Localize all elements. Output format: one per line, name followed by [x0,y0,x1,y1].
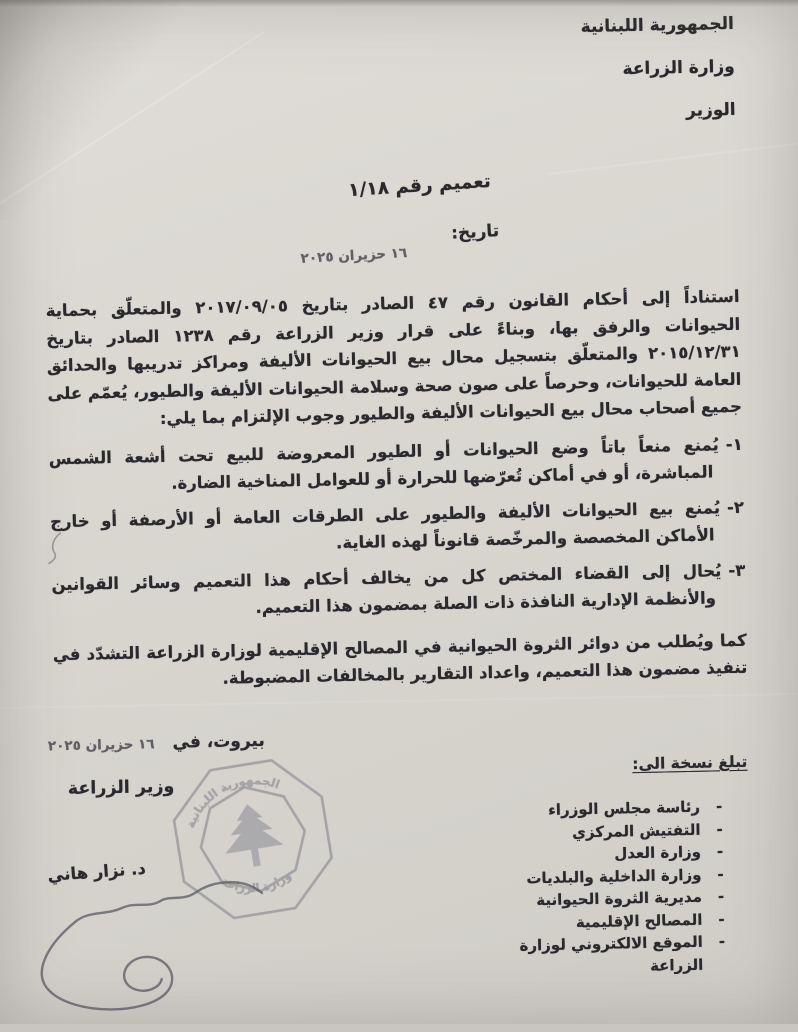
cc-heading: تبلغ نسخة الى: [632,752,748,774]
cc-recipient: وزارة العدل [614,842,702,863]
dash-bullet: - [717,864,724,883]
seal-bottom-text: وزارة الزراعة [218,868,294,896]
cc-recipient: التفتيش المركزي [571,820,701,841]
body-text [45,283,747,696]
seal-top-text: الجمهورية اللبنانية [182,773,282,830]
minister-title: وزير الزراعة [67,776,175,799]
place-label: بيروت، في [172,730,265,753]
letterhead-republic: الجمهورية اللبنانية [580,13,735,38]
cc-recipient: الموقع الالكتروني لوزارة الزراعة [519,932,704,975]
date-stamp: ١٦ حزيران ٢٠٢٥ [47,736,155,755]
pen-mark-icon [44,531,67,565]
item-text: يُمنع منعاً باتاً وضع الحيوانات أو الطيور المعروضة للبيع تحت أشعة الشمس المباشرة، أو في أماكن تُعرّضها للحرارة أو للعوامل المناخية الضارة. [48,434,719,493]
cc-recipient: وزارة الداخلية والبلديات [526,865,702,887]
cc-recipient: رئاسة مجلس الوزراء [547,797,701,819]
dash-bullet: - [718,932,726,951]
dash-bullet: - [716,819,723,838]
cc-recipient: المصالح الإقليمية [575,910,703,931]
dash-bullet: - [717,887,725,906]
item-number: ٢- [726,497,745,517]
letterhead-minister: الوزير [685,99,736,121]
cc-item [479,930,752,981]
date-label: تاريخ: [450,221,500,244]
cc-recipient: مديرية الثروة الحيوانية [536,887,703,910]
closing-paragraph: كما ويُطلب من دوائر الثروة الحيوانية في المصالح الإقليمية لوزارة الزراعة التشدّد في تنفيذ مضمون هذا التعميم، واعداد التقارير بالمخالفات المضبوطة. [52,630,748,688]
item-text: يُحال إلى القضاء المختص كل من يخالف أحكام هذا التعميم وسائر القوانين والأنظمة الإدارية النافذة ذات الصلة بمضمون هذا التعميم. [51,560,722,618]
list-item-3 [51,556,746,626]
date-stamp: ١٦ حزيران ٢٠٢٥ [300,244,408,267]
item-number: ١- [725,434,743,454]
item-text: يُمنع بيع الحيوانات الأليفة والطيور على الطرقات العامة أو الأرصفة أو خارج الأماكن المخصصة والمرخّصة قانوناً لهذه الغاية. [49,497,721,553]
cc-block [475,753,752,981]
dash-bullet: - [715,797,723,816]
dash-bullet: - [716,842,724,861]
dash-bullet: - [718,909,725,928]
letterhead [580,13,736,145]
intro-paragraph: استناداً إلى أحكام القانون رقم ٤٧ الصادر بتاريخ ٢٠١٧/٠٩/٠٥ والمتعلّق بحماية الحيوانات والرفق بها، وبناءً على قرار وزير الزراعة رقم ١٢٣٨ الصادر بتاريخ ٢٠١٥/١٢/٣١ والمتعلّق بتسجيل محال بيع الحيوانات الأليفة ومراكز تدريبها والحدائق العامة للحيوانات، وحرصاً على صون صحة وسلامة الحيوانات الأليفة والطيور، يُعمّم على جميع أصحاب محال بيع الحيوانات الأليفة والطيور وجوب الإلتزام بما يلي: [45,286,743,428]
item-number: ٣- [728,560,746,580]
circular-title: تعميم رقم ١/١٨ [347,170,492,202]
svg-text:الجمهورية اللبنانية [176,768,287,832]
minister-name: د. نزار هاني [46,858,147,885]
signature-icon [13,869,278,1026]
place-date-line [31,731,265,756]
list-item-2 [50,493,745,563]
cedar-tree-icon [218,799,286,870]
list-item-1 [49,430,744,500]
letterhead-ministry: وزارة الزراعة [622,56,735,80]
